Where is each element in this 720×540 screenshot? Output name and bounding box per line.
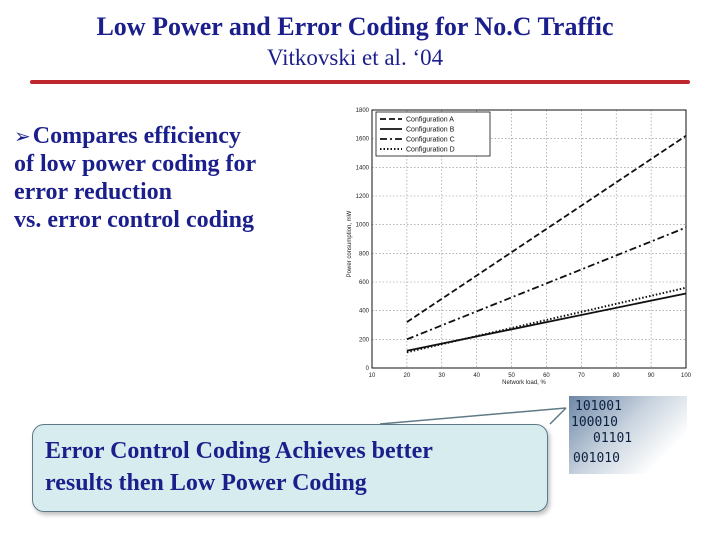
binary-line: 101001 bbox=[575, 399, 622, 414]
slide-title: Low Power and Error Coding for No.C Traffic bbox=[96, 12, 614, 41]
y-axis-label: Power consumption, mW bbox=[347, 210, 353, 278]
y-tick-label: 400 bbox=[358, 308, 369, 315]
y-tick-label: 1600 bbox=[355, 136, 369, 143]
bullet-text: Compares efficiency of low power coding for error reduction vs. error control coding bbox=[14, 123, 257, 233]
x-tick-label: 40 bbox=[473, 373, 481, 379]
y-tick-label: 600 bbox=[358, 280, 369, 286]
x-tick-label: 60 bbox=[543, 373, 550, 379]
y-tick-label: 1000 bbox=[355, 222, 369, 229]
legend-entry: Configuration B bbox=[406, 126, 455, 134]
x-tick-label: 70 bbox=[577, 373, 585, 379]
x-tick-label: 50 bbox=[508, 373, 515, 379]
x-tick-label: 10 bbox=[368, 373, 376, 379]
callout-box: Error Control Coding Achieves better results then Low Power Coding bbox=[32, 424, 548, 512]
slide-subtitle: Vitkovski et al. ‘04 bbox=[266, 45, 444, 70]
binary-line: 100010 bbox=[571, 415, 618, 430]
y-tick-label: 200 bbox=[358, 337, 369, 344]
y-tick-label: 0 bbox=[365, 366, 369, 372]
x-tick-label: 20 bbox=[403, 373, 411, 379]
legend-entry: Configuration A bbox=[406, 116, 454, 124]
legend-entry: Configuration D bbox=[406, 146, 455, 154]
x-axis-label: Network load, % bbox=[502, 380, 546, 386]
binary-line: 001010 bbox=[573, 451, 620, 466]
x-tick-label: 100 bbox=[680, 373, 692, 379]
binary-code-image bbox=[569, 396, 687, 474]
power-chart bbox=[330, 104, 702, 390]
arrow-bullet-icon: ➢ bbox=[14, 124, 31, 148]
x-tick-label: 30 bbox=[438, 373, 446, 379]
y-tick-label: 1800 bbox=[355, 108, 369, 114]
y-tick-label: 1400 bbox=[355, 165, 369, 172]
legend-entry: Configuration C bbox=[406, 136, 455, 144]
y-tick-label: 1200 bbox=[355, 194, 369, 200]
x-tick-label: 90 bbox=[647, 373, 655, 379]
x-tick-label: 80 bbox=[612, 373, 620, 379]
binary-line: 01101 bbox=[593, 431, 633, 446]
series-line bbox=[407, 288, 686, 353]
chart-legend bbox=[376, 112, 490, 156]
y-tick-label: 800 bbox=[358, 251, 369, 258]
